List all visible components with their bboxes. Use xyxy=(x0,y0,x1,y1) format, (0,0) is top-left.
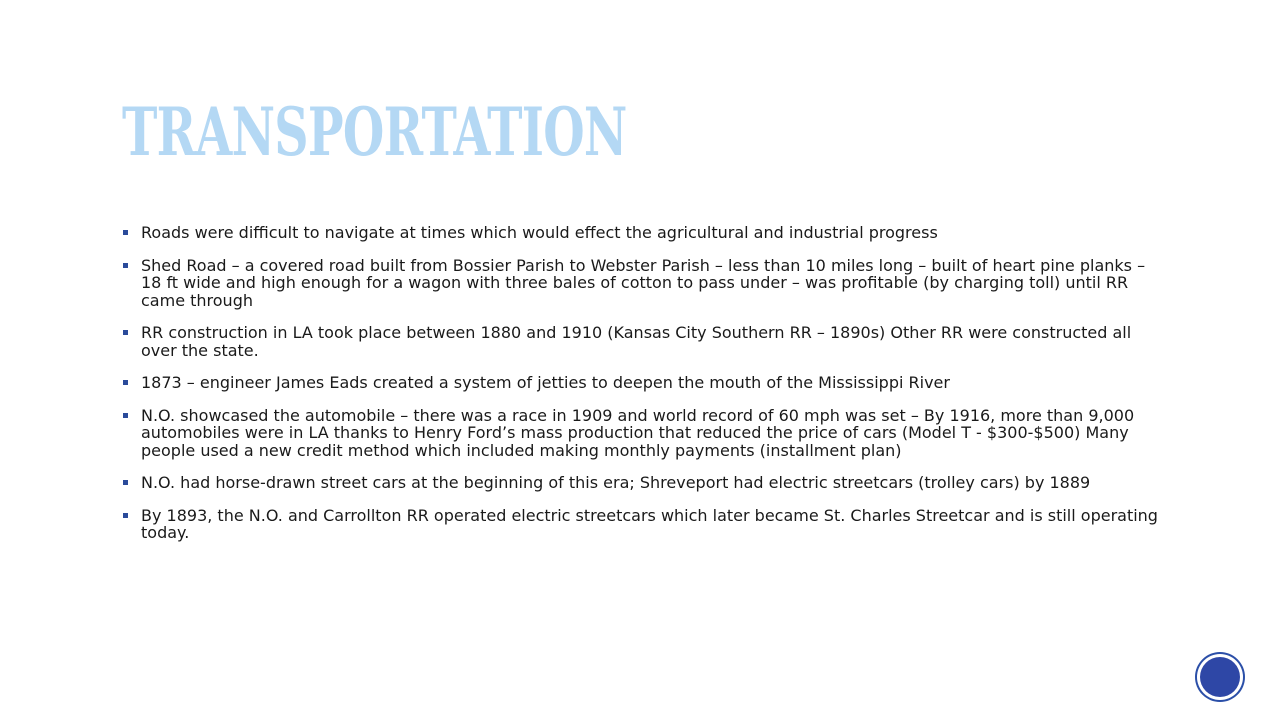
bullet-text: N.O. had horse-drawn street cars at the beginning of this era; Shreveport had electric streetcars (trolley cars) by 1889 xyxy=(141,473,1091,492)
bullet-item xyxy=(122,374,1162,392)
square-bullet-icon xyxy=(123,513,128,518)
square-bullet-icon xyxy=(123,480,128,485)
bullet-text: RR construction in LA took place between 1880 and 1910 (Kansas City Southern RR – 1890s) Other RR were constructed all over the state. xyxy=(141,323,1132,360)
bullet-item xyxy=(122,507,1162,542)
bullet-item xyxy=(122,224,1162,242)
bullet-text: By 1893, the N.O. and Carrollton RR operated electric streetcars which later became St. Charles Streetcar and is still operating today. xyxy=(141,505,1158,542)
bullet-item xyxy=(122,257,1162,310)
circle-button-icon[interactable] xyxy=(1197,654,1243,700)
circle-button-fill xyxy=(1200,657,1240,697)
slide-title: TRANSPORTATION xyxy=(122,93,627,171)
square-bullet-icon xyxy=(123,380,128,385)
bullet-list xyxy=(122,224,1162,557)
bullet-text: Roads were difficult to navigate at times which would effect the agricultural and industrial progress xyxy=(141,223,938,242)
square-bullet-icon xyxy=(123,413,128,418)
square-bullet-icon xyxy=(123,263,128,268)
bullet-item xyxy=(122,474,1162,492)
bullet-text: N.O. showcased the automobile – there was a race in 1909 and world record of 60 mph was set – By 1916, more than 9,000 automobiles were in LA thanks to Henry Ford’s mass production that reduced the price of cars (Model T - $300-$500) Many people used a new credit method which included making monthly payments (installment plan) xyxy=(141,405,1135,460)
square-bullet-icon xyxy=(123,330,128,335)
square-bullet-icon xyxy=(123,230,128,235)
bullet-item xyxy=(122,324,1162,359)
bullet-text: Shed Road – a covered road built from Bossier Parish to Webster Parish – less than 10 miles long – built of heart pine planks – 18 ft wide and high enough for a wagon with three bales of cotton to pass under – was profitable (by charging toll) until RR came through xyxy=(141,255,1146,310)
bullet-item xyxy=(122,407,1162,460)
bullet-text: 1873 – engineer James Eads created a system of jetties to deepen the mouth of the Mississippi River xyxy=(141,373,950,392)
